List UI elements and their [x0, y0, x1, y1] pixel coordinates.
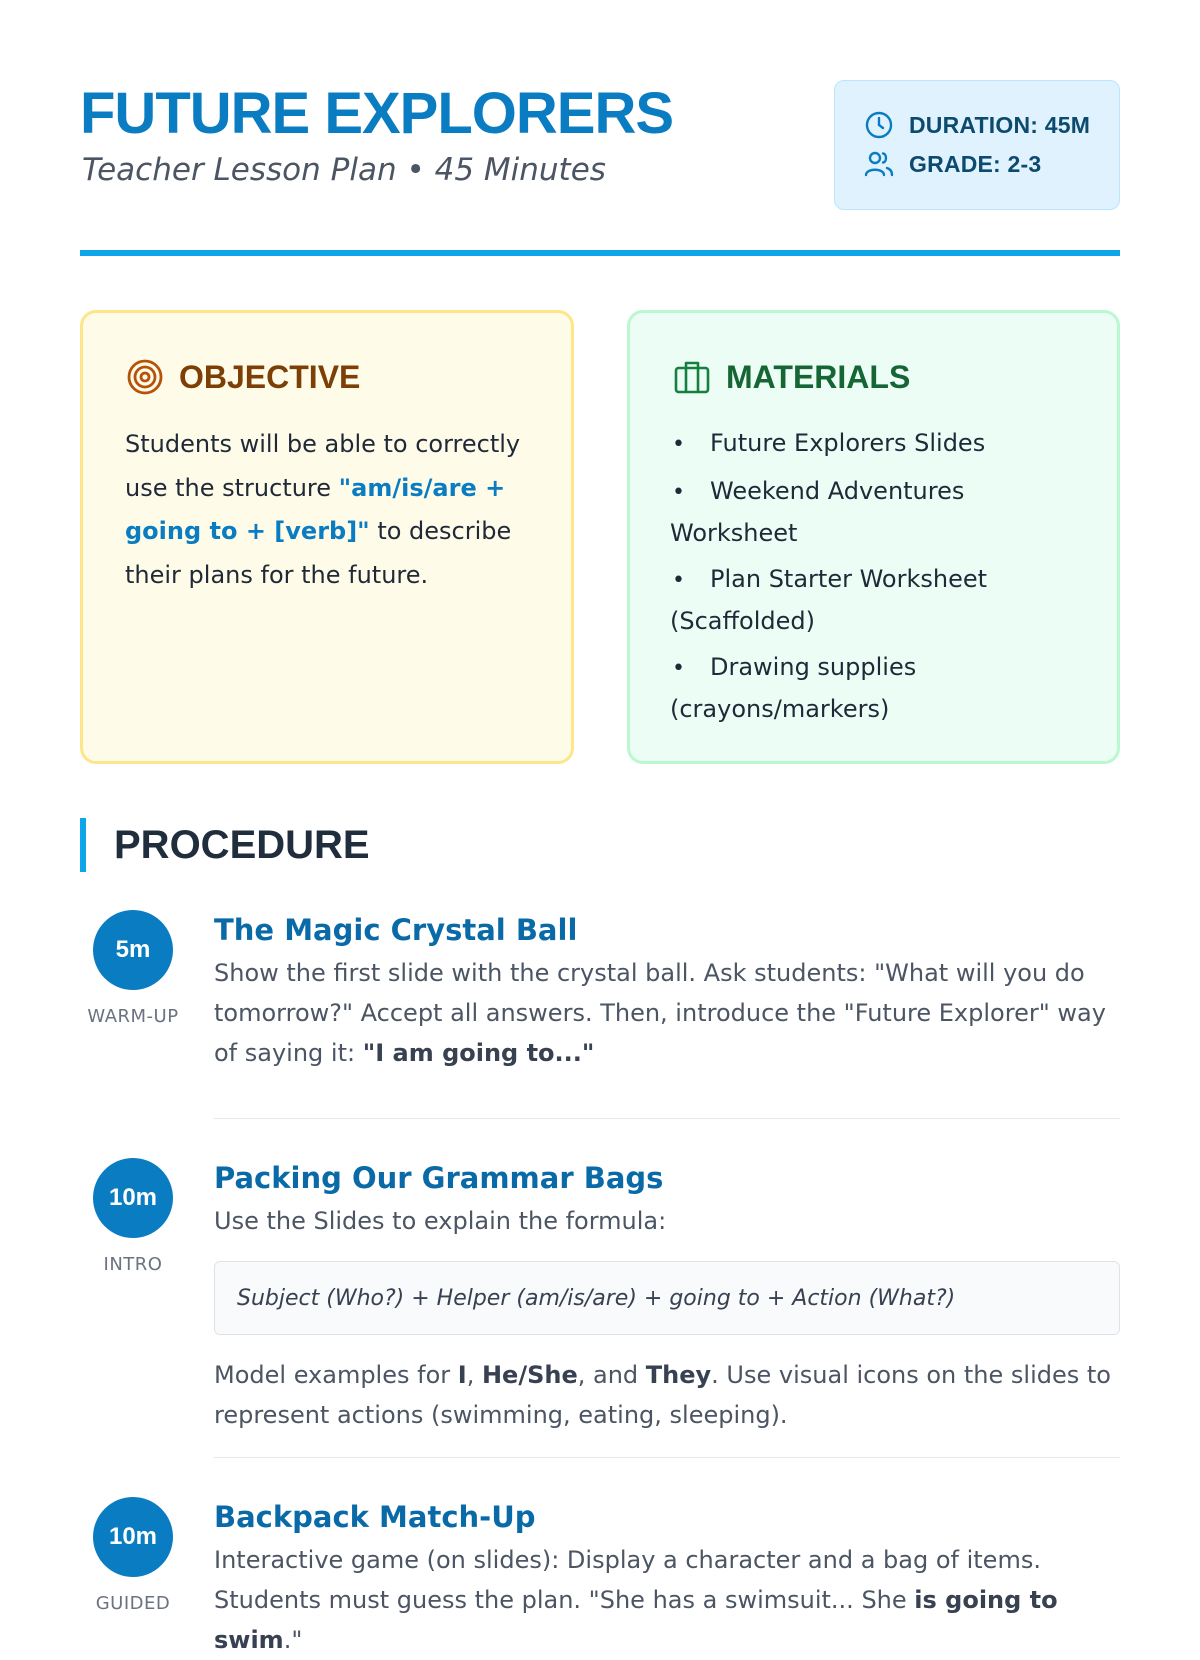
model-bold-i: I: [457, 1361, 467, 1389]
step-divider: [214, 1457, 1120, 1458]
step-body: [214, 1497, 1120, 1660]
objective-text-end: to describe their plans for the future.: [125, 517, 512, 589]
duration-label: DURATION: 45M: [909, 111, 1091, 138]
step-intro-text: Use the Slides to explain the formula:: [214, 1207, 667, 1235]
step-text-start: Students must guess the plan. "She has a swimsuit... She: [214, 1586, 915, 1614]
grammar-formula-box: Subject (Who?) + Helper (am/is/are) + going to + Action (What?): [214, 1261, 1120, 1335]
step-title: Backpack Match-Up: [214, 1500, 536, 1534]
material-item: • Future Explorers Slides: [670, 423, 1090, 465]
step-title: The Magic Crystal Ball: [214, 913, 578, 947]
grade-row: [863, 148, 1041, 180]
lesson-meta-box: [834, 80, 1120, 210]
step-text-continued: [214, 1580, 1120, 1660]
material-item: • Weekend Adventures Worksheet: [670, 471, 1090, 553]
target-icon: [125, 357, 165, 397]
model-bold-they: They: [645, 1361, 712, 1389]
step-model-text: [214, 1355, 1120, 1435]
model-text: Model examples for: [214, 1361, 458, 1389]
step-text: Interactive game (on slides): Display a character and a bag of items.: [214, 1546, 1041, 1574]
model-text: , and: [577, 1361, 646, 1389]
page-subtitle: Teacher Lesson Plan • 45 Minutes: [82, 152, 606, 188]
objective-header: [125, 357, 360, 397]
step-text: [214, 953, 1120, 1073]
phase-label: GUIDED: [95, 1593, 171, 1614]
phase-label: INTRO: [103, 1254, 163, 1275]
step-text-bold: "I am going to...": [362, 1039, 595, 1067]
objective-heading: OBJECTIVE: [179, 358, 361, 395]
objective-card: [80, 310, 574, 764]
page-title: FUTURE EXPLORERS: [80, 81, 674, 146]
time-badge: 10m: [93, 1158, 173, 1238]
procedure-accent-bar: [80, 818, 86, 872]
step-text-end: .": [283, 1626, 303, 1654]
model-bold-he-she: He/She: [481, 1361, 578, 1389]
grade-label: GRADE: 2-3: [909, 150, 1042, 177]
header: [80, 80, 1120, 210]
step-title: Packing Our Grammar Bags: [214, 1161, 664, 1195]
material-item: • Plan Starter Worksheet (Scaffolded): [670, 559, 1090, 641]
model-text: ,: [466, 1361, 482, 1389]
objective-text: [125, 423, 535, 597]
time-badge: 10m: [93, 1497, 173, 1577]
objective-text-start: Students will be able to correctly use the structure: [125, 430, 521, 502]
materials-list: [670, 423, 1090, 735]
material-item: • Drawing supplies (crayons/markers): [670, 647, 1090, 729]
step-body: [214, 910, 1120, 1073]
lesson-plan-page: [80, 0, 1120, 1654]
step-time-column: [80, 1497, 186, 1614]
header-divider: [80, 250, 1120, 256]
procedure-heading: PROCEDURE: [114, 822, 370, 867]
users-icon: [863, 148, 895, 180]
time-badge: 5m: [93, 910, 173, 990]
clock-icon: [863, 109, 895, 141]
step-time-column: [80, 1158, 186, 1275]
step-text-start: Show the first slide with the crystal ball. Ask students: "What will you do tomorrow?" Accept all answers. Then, introduce the "Future Explorer" way of saying it:: [214, 959, 1106, 1067]
materials-header: [672, 357, 910, 397]
step-text-bold: is going to swim: [214, 1586, 1058, 1654]
objective-structure-highlight: "am/is/are + going to + [verb]": [125, 473, 506, 545]
materials-card: [627, 310, 1120, 764]
briefcase-icon: [672, 357, 712, 397]
procedure-header: [80, 818, 370, 872]
materials-heading: MATERIALS: [726, 358, 911, 395]
step-divider: [214, 1118, 1120, 1119]
step-time-column: [80, 910, 186, 1027]
duration-row: [863, 109, 1090, 141]
model-text: . Use visual icons on the slides to represent actions (swimming, eating, sleeping).: [214, 1361, 1111, 1429]
step-body: [214, 1158, 1120, 1435]
phase-label: WARM-UP: [87, 1006, 179, 1027]
